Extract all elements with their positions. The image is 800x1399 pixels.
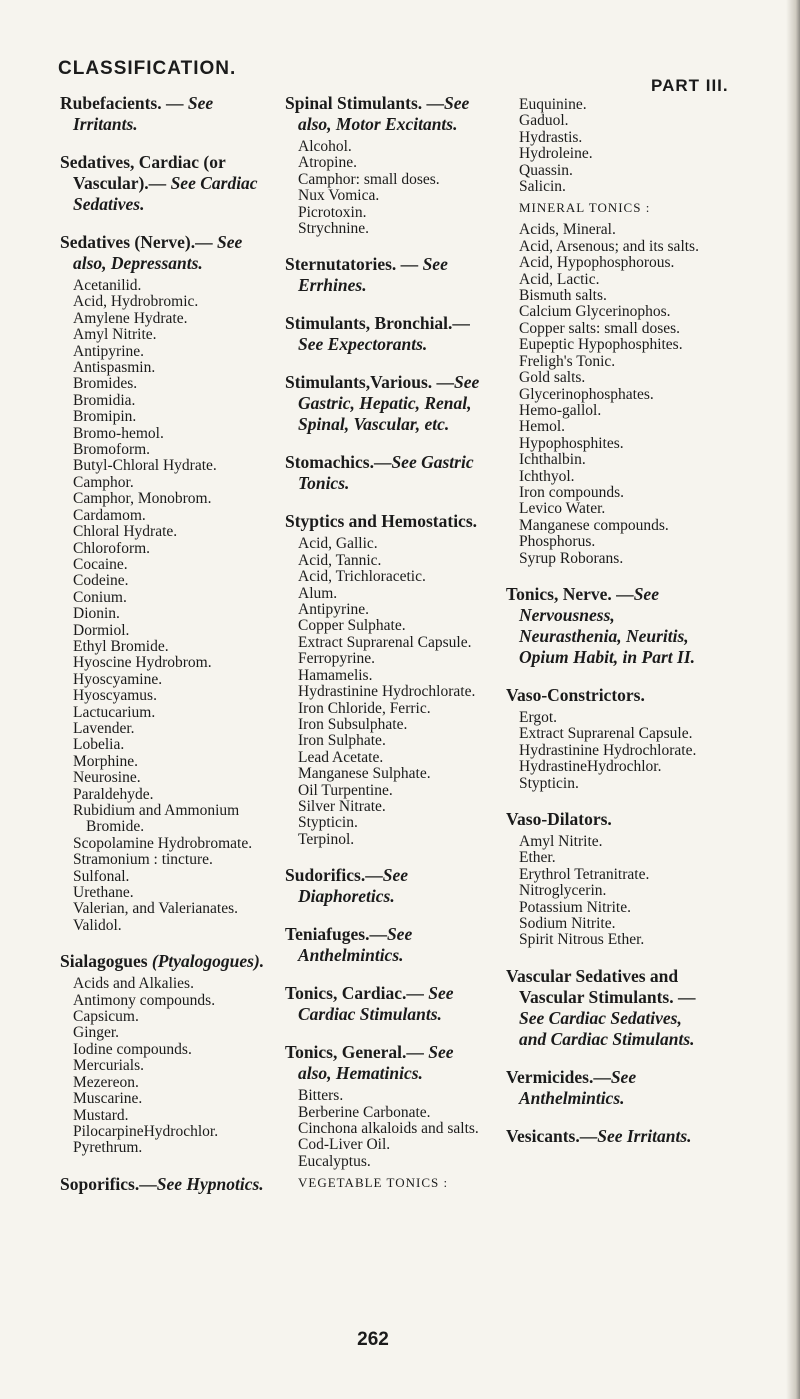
drug-item: Phosphorus. [519, 533, 596, 551]
drug-item: Stypticin. [519, 774, 579, 792]
drug-item: Amyl Nitrite. [519, 833, 603, 850]
drug-item: Dionin. [73, 605, 120, 623]
drug-item: Codeine. [73, 572, 129, 590]
classification-entry [285, 313, 485, 355]
classification-entry [285, 511, 485, 848]
drug-item: Validol. [73, 916, 122, 934]
drug-item: Amyl Nitrite. [73, 326, 157, 344]
cross-reference: See Nervousness, Neurasthenia, Neuritis, Opium Habit, in Part II. [519, 583, 696, 667]
drug-item: Lobelia. [73, 736, 125, 754]
drug-item: Euquinine. [519, 96, 587, 113]
entry-term: Sudorifics.— [285, 865, 383, 886]
classification-entry [285, 983, 485, 1025]
drug-item: Nitroglycerin. [519, 882, 607, 900]
drug-item: Mustard. [73, 1106, 129, 1124]
drug-item: Quassin. [519, 161, 573, 179]
drug-item: Eupeptic Hypophosphites. [519, 336, 683, 354]
drug-item: Sodium Nitrite. [519, 915, 616, 933]
entry-term: Vaso-Dilators. [506, 809, 612, 829]
drug-item: Pyrethrum. [73, 1139, 143, 1157]
cross-reference: See Hypnotics. [156, 1173, 264, 1194]
drug-item: Mercurials. [73, 1057, 145, 1075]
drug-item: Ether. [519, 849, 556, 867]
classification-entry [60, 93, 268, 135]
cross-reference: See Errhines. [298, 254, 448, 296]
drug-item: Freligh's Tonic. [519, 352, 616, 370]
classification-entry [506, 1126, 712, 1147]
classification-entry [285, 372, 485, 435]
entry-term: Vaso-Constrictors. [506, 684, 645, 705]
entry-heading [285, 93, 485, 135]
drug-item: Picrotoxin. [298, 203, 367, 221]
drug-item: Rubidium and Ammonium Bromide. [73, 802, 240, 836]
entry-term: Teniafuges.— [285, 924, 387, 945]
cross-reference: See Anthelmintics. [298, 924, 413, 966]
entry-heading [60, 232, 268, 274]
drug-item: Acetanilid. [73, 277, 142, 294]
cross-reference: See also, Motor Excitants. [298, 93, 470, 134]
cross-reference: See Irritants. [73, 93, 214, 134]
drug-item: Hydrastis. [519, 128, 583, 146]
drug-item: Cardamom. [73, 506, 146, 524]
drug-item: Lactucarium. [73, 703, 156, 721]
cross-reference: See Expectorants. [298, 334, 428, 355]
classification-entry [60, 232, 268, 934]
drug-item: Hyoscyamine. [73, 670, 163, 688]
drug-item: Acid, Hypophosphorous. [519, 254, 675, 272]
classification-entry [285, 93, 485, 237]
entry-heading [285, 1042, 485, 1084]
entry-heading [60, 1174, 268, 1195]
drug-list [285, 536, 485, 848]
entry-heading [285, 452, 485, 494]
drug-item: Acid, Arsenous; and its salts. [519, 237, 699, 255]
drug-item: Cinchona alkaloids and salts. [298, 1119, 479, 1137]
drug-item: Antimony compounds. [73, 991, 216, 1009]
drug-item: Iron Chloride, Ferric. [298, 699, 431, 717]
entry-heading [506, 685, 712, 706]
column-3 [506, 93, 712, 1164]
drug-item: Paraldehyde. [73, 785, 154, 803]
drug-item: Antipyrine. [73, 342, 145, 360]
drug-item: Hypophosphites. [519, 434, 624, 452]
drug-item: Butyl-Chloral Hydrate. [73, 457, 217, 475]
drug-item: Potassium Nitrite. [519, 898, 631, 916]
drug-item: Amylene Hydrate. [73, 309, 188, 327]
drug-item: Morphine. [73, 752, 139, 770]
cross-reference: See Gastric, Hepatic, Renal, Spinal, Vascular, etc. [298, 372, 480, 435]
classification-entry [506, 966, 712, 1050]
drug-item: Ferropyrine. [298, 650, 376, 668]
classification-entry [506, 584, 712, 668]
entry-term: Soporifics.— [60, 1173, 157, 1194]
column-1 [60, 93, 268, 1212]
entry-heading [285, 372, 485, 435]
drug-item: Copper Sulphate. [298, 617, 406, 635]
drug-item: Spirit Nitrous Ether. [519, 931, 645, 949]
classification-entry [285, 924, 485, 966]
drug-item: Cod-Liver Oil. [298, 1136, 391, 1154]
cross-reference: See Diaphoretics. [298, 865, 409, 907]
entry-heading [506, 1067, 712, 1109]
drug-list [60, 976, 268, 1156]
drug-item: Atropine. [298, 154, 357, 172]
classification-entry [285, 452, 485, 494]
drug-item: Extract Suprarenal Capsule. [298, 633, 472, 651]
cross-reference: See also, Depressants. [73, 232, 243, 273]
drug-item: Acid, Gallic. [298, 535, 378, 553]
classification-entry [506, 97, 712, 567]
drug-list [506, 97, 712, 195]
entry-term: Vermicides.— [506, 1066, 611, 1087]
entry-heading [285, 254, 485, 296]
drug-list [285, 1088, 485, 1170]
classification-entry [60, 951, 268, 1156]
drug-item: Stramonium : tincture. [73, 851, 213, 869]
subsection-heading: VEGETABLE TONICS : [298, 1175, 449, 1191]
drug-item: Ergot. [519, 708, 558, 726]
drug-item: Camphor, Monobrom. [73, 490, 212, 508]
drug-item: Strychnine. [298, 220, 370, 238]
drug-item: Bromo-hemol. [73, 424, 164, 442]
drug-item: Gold salts. [519, 369, 586, 387]
drug-item: Iron Sulphate. [298, 732, 386, 750]
drug-item: Camphor: small doses. [298, 170, 440, 188]
drug-item: Acids and Alkalies. [73, 975, 194, 993]
drug-item: Ethyl Bromide. [73, 637, 169, 655]
drug-item: Lavender. [73, 719, 135, 737]
drug-item: Acid, Hydrobromic. [73, 293, 199, 311]
entry-term: Stimulants,Various. — [285, 372, 455, 393]
running-header: CLASSIFICATION. [58, 58, 237, 79]
drug-item: Valerian, and Valerianates. [73, 900, 238, 918]
drug-item: Sulfonal. [73, 867, 130, 885]
entry-term: Rubefacients. — [60, 93, 188, 113]
drug-item: Erythrol Tetranitrate. [519, 865, 650, 883]
drug-item: Acid, Trichloracetic. [298, 568, 426, 586]
drug-item: Bromipin. [73, 408, 137, 426]
drug-item: Mezereon. [73, 1073, 139, 1091]
drug-item: Scopolamine Hydrobromate. [73, 834, 253, 852]
drug-item: Hamamelis. [298, 666, 373, 684]
drug-item: HydrastineHydrochlor. [519, 758, 662, 776]
entry-term: Spinal Stimulants. — [285, 93, 445, 113]
entry-heading [285, 313, 485, 355]
drug-item: Alcohol. [298, 138, 352, 155]
entry-term: Sedatives, Cardiac (or Vascular).— [60, 152, 226, 193]
cross-reference: See Gastric Tonics. [298, 452, 474, 494]
cross-reference: See Cardiac Sedatives. [73, 173, 258, 214]
drug-item: Ichthalbin. [519, 451, 586, 469]
entry-term: Tonics, General.— [285, 1042, 429, 1063]
drug-item: Hydroleine. [519, 145, 593, 163]
page-edge-shadow [786, 0, 800, 1399]
entry-term: Sedatives (Nerve).— [60, 232, 217, 252]
drug-item: Antipyrine. [298, 601, 370, 619]
entry-heading [506, 584, 712, 668]
drug-item: Acid, Tannic. [298, 551, 382, 569]
drug-item: Nux Vomica. [298, 187, 380, 205]
drug-item: Silver Nitrate. [298, 797, 386, 815]
drug-item: Iodine compounds. [73, 1040, 192, 1058]
drug-item: Ginger. [73, 1024, 120, 1042]
drug-item: Calcium Glycerinophos. [519, 303, 671, 321]
entry-heading [60, 93, 268, 135]
drug-item: Lead Acetate. [298, 748, 384, 766]
drug-item: Acids, Mineral. [519, 221, 616, 239]
cross-reference: (Ptyalogogues). [151, 951, 265, 972]
drug-item: Hemo-gallol. [519, 401, 602, 419]
drug-item: Salicin. [519, 178, 566, 196]
drug-item: Hydrastinine Hydrochlorate. [298, 683, 476, 701]
drug-item: Chloral Hydrate. [73, 523, 178, 541]
drug-item: Berberine Carbonate. [298, 1103, 431, 1121]
classification-entry [285, 254, 485, 296]
entry-term: Vascular Sedatives and Vascular Stimulants. — [506, 965, 696, 1007]
cross-reference: See Cardiac Stimulants. [298, 983, 454, 1025]
drug-item: Gaduol. [519, 112, 569, 130]
drug-item: Eucalyptus. [298, 1152, 371, 1170]
drug-item: Hydrastinine Hydrochlorate. [519, 741, 697, 759]
part-label: PART III. [651, 76, 729, 95]
drug-item: Extract Suprarenal Capsule. [519, 725, 693, 743]
classification-entry [506, 685, 712, 792]
drug-item: Stypticin. [298, 814, 358, 832]
entry-term: Stomachics.— [285, 452, 392, 473]
entry-heading [506, 809, 712, 830]
entry-heading [285, 511, 485, 532]
cross-reference: See also, Hematinics. [298, 1042, 454, 1084]
classification-entry [60, 1174, 268, 1195]
drug-item: Iron compounds. [519, 483, 625, 501]
drug-item: Copper salts: small doses. [519, 319, 681, 337]
classification-entry [506, 1067, 712, 1109]
drug-item: Bromides. [73, 375, 138, 393]
drug-item: Ichthyol. [519, 467, 575, 485]
cross-reference: See Anthelmintics. [519, 1066, 637, 1108]
drug-list [506, 834, 712, 949]
drug-item: Dormiol. [73, 621, 130, 639]
drug-item: Syrup Roborans. [519, 549, 624, 567]
classification-entry [285, 1042, 485, 1193]
entry-term: Styptics and Hemostatics. [285, 511, 478, 532]
drug-item: Bromoform. [73, 441, 151, 459]
entry-heading [285, 924, 485, 966]
drug-item: Manganese compounds. [519, 516, 669, 534]
drug-item: Hemol. [519, 418, 566, 436]
drug-item: Chloroform. [73, 539, 151, 557]
entry-heading [60, 152, 268, 215]
entry-heading [506, 1126, 712, 1147]
page-number: 262 [357, 1329, 389, 1350]
drug-list [285, 139, 485, 237]
classification-entry [60, 152, 268, 215]
drug-item: Neurosine. [73, 769, 141, 787]
drug-item: Hyoscine Hydrobrom. [73, 654, 212, 672]
drug-item: Hyoscyamus. [73, 687, 157, 705]
drug-list [506, 222, 712, 567]
drug-item: Camphor. [73, 473, 134, 491]
drug-item: Acid, Lactic. [519, 270, 600, 288]
entry-heading [60, 951, 268, 972]
drug-item: Antispasmin. [73, 359, 156, 377]
drug-item: Iron Subsulphate. [298, 715, 408, 733]
column-2 [285, 93, 485, 1210]
drug-item: Terpinol. [298, 830, 355, 848]
drug-item: Bitters. [298, 1087, 344, 1105]
drug-item: Bismuth salts. [519, 287, 607, 305]
drug-item: Alum. [298, 584, 338, 602]
entry-term: Tonics, Nerve. — [506, 583, 634, 604]
drug-item: Conium. [73, 588, 127, 606]
cross-reference: See Cardiac Sedatives, and Cardiac Stimulants. [519, 1007, 695, 1049]
entry-term: Stimulants, Bronchial.— [285, 313, 470, 334]
drug-list [506, 710, 712, 792]
drug-item: Levico Water. [519, 500, 606, 518]
cross-reference: See Irritants. [597, 1125, 692, 1146]
drug-item: PilocarpineHydrochlor. [73, 1122, 219, 1140]
drug-item: Bromidia. [73, 391, 136, 409]
drug-item: Urethane. [73, 884, 134, 902]
drug-item: Capsicum. [73, 1008, 139, 1026]
subsection-heading: MINERAL TONICS : [519, 200, 651, 216]
drug-item: Oil Turpentine. [298, 781, 393, 799]
drug-item: Cocaine. [73, 555, 128, 573]
classification-entry [506, 809, 712, 949]
drug-item: Glycerinophosphates. [519, 385, 654, 403]
entry-heading [285, 865, 485, 907]
drug-item: Muscarine. [73, 1090, 143, 1108]
entry-term: Sternutatories. — [285, 254, 423, 275]
entry-term: Tonics, Cardiac.— [285, 983, 429, 1004]
drug-list [60, 278, 268, 934]
entry-heading [506, 966, 712, 1050]
classification-entry [285, 865, 485, 907]
entry-term: Sialagogues [60, 951, 152, 972]
drug-item: Manganese Sulphate. [298, 765, 431, 783]
entry-term: Vesicants.— [506, 1125, 598, 1146]
entry-heading [285, 983, 485, 1025]
